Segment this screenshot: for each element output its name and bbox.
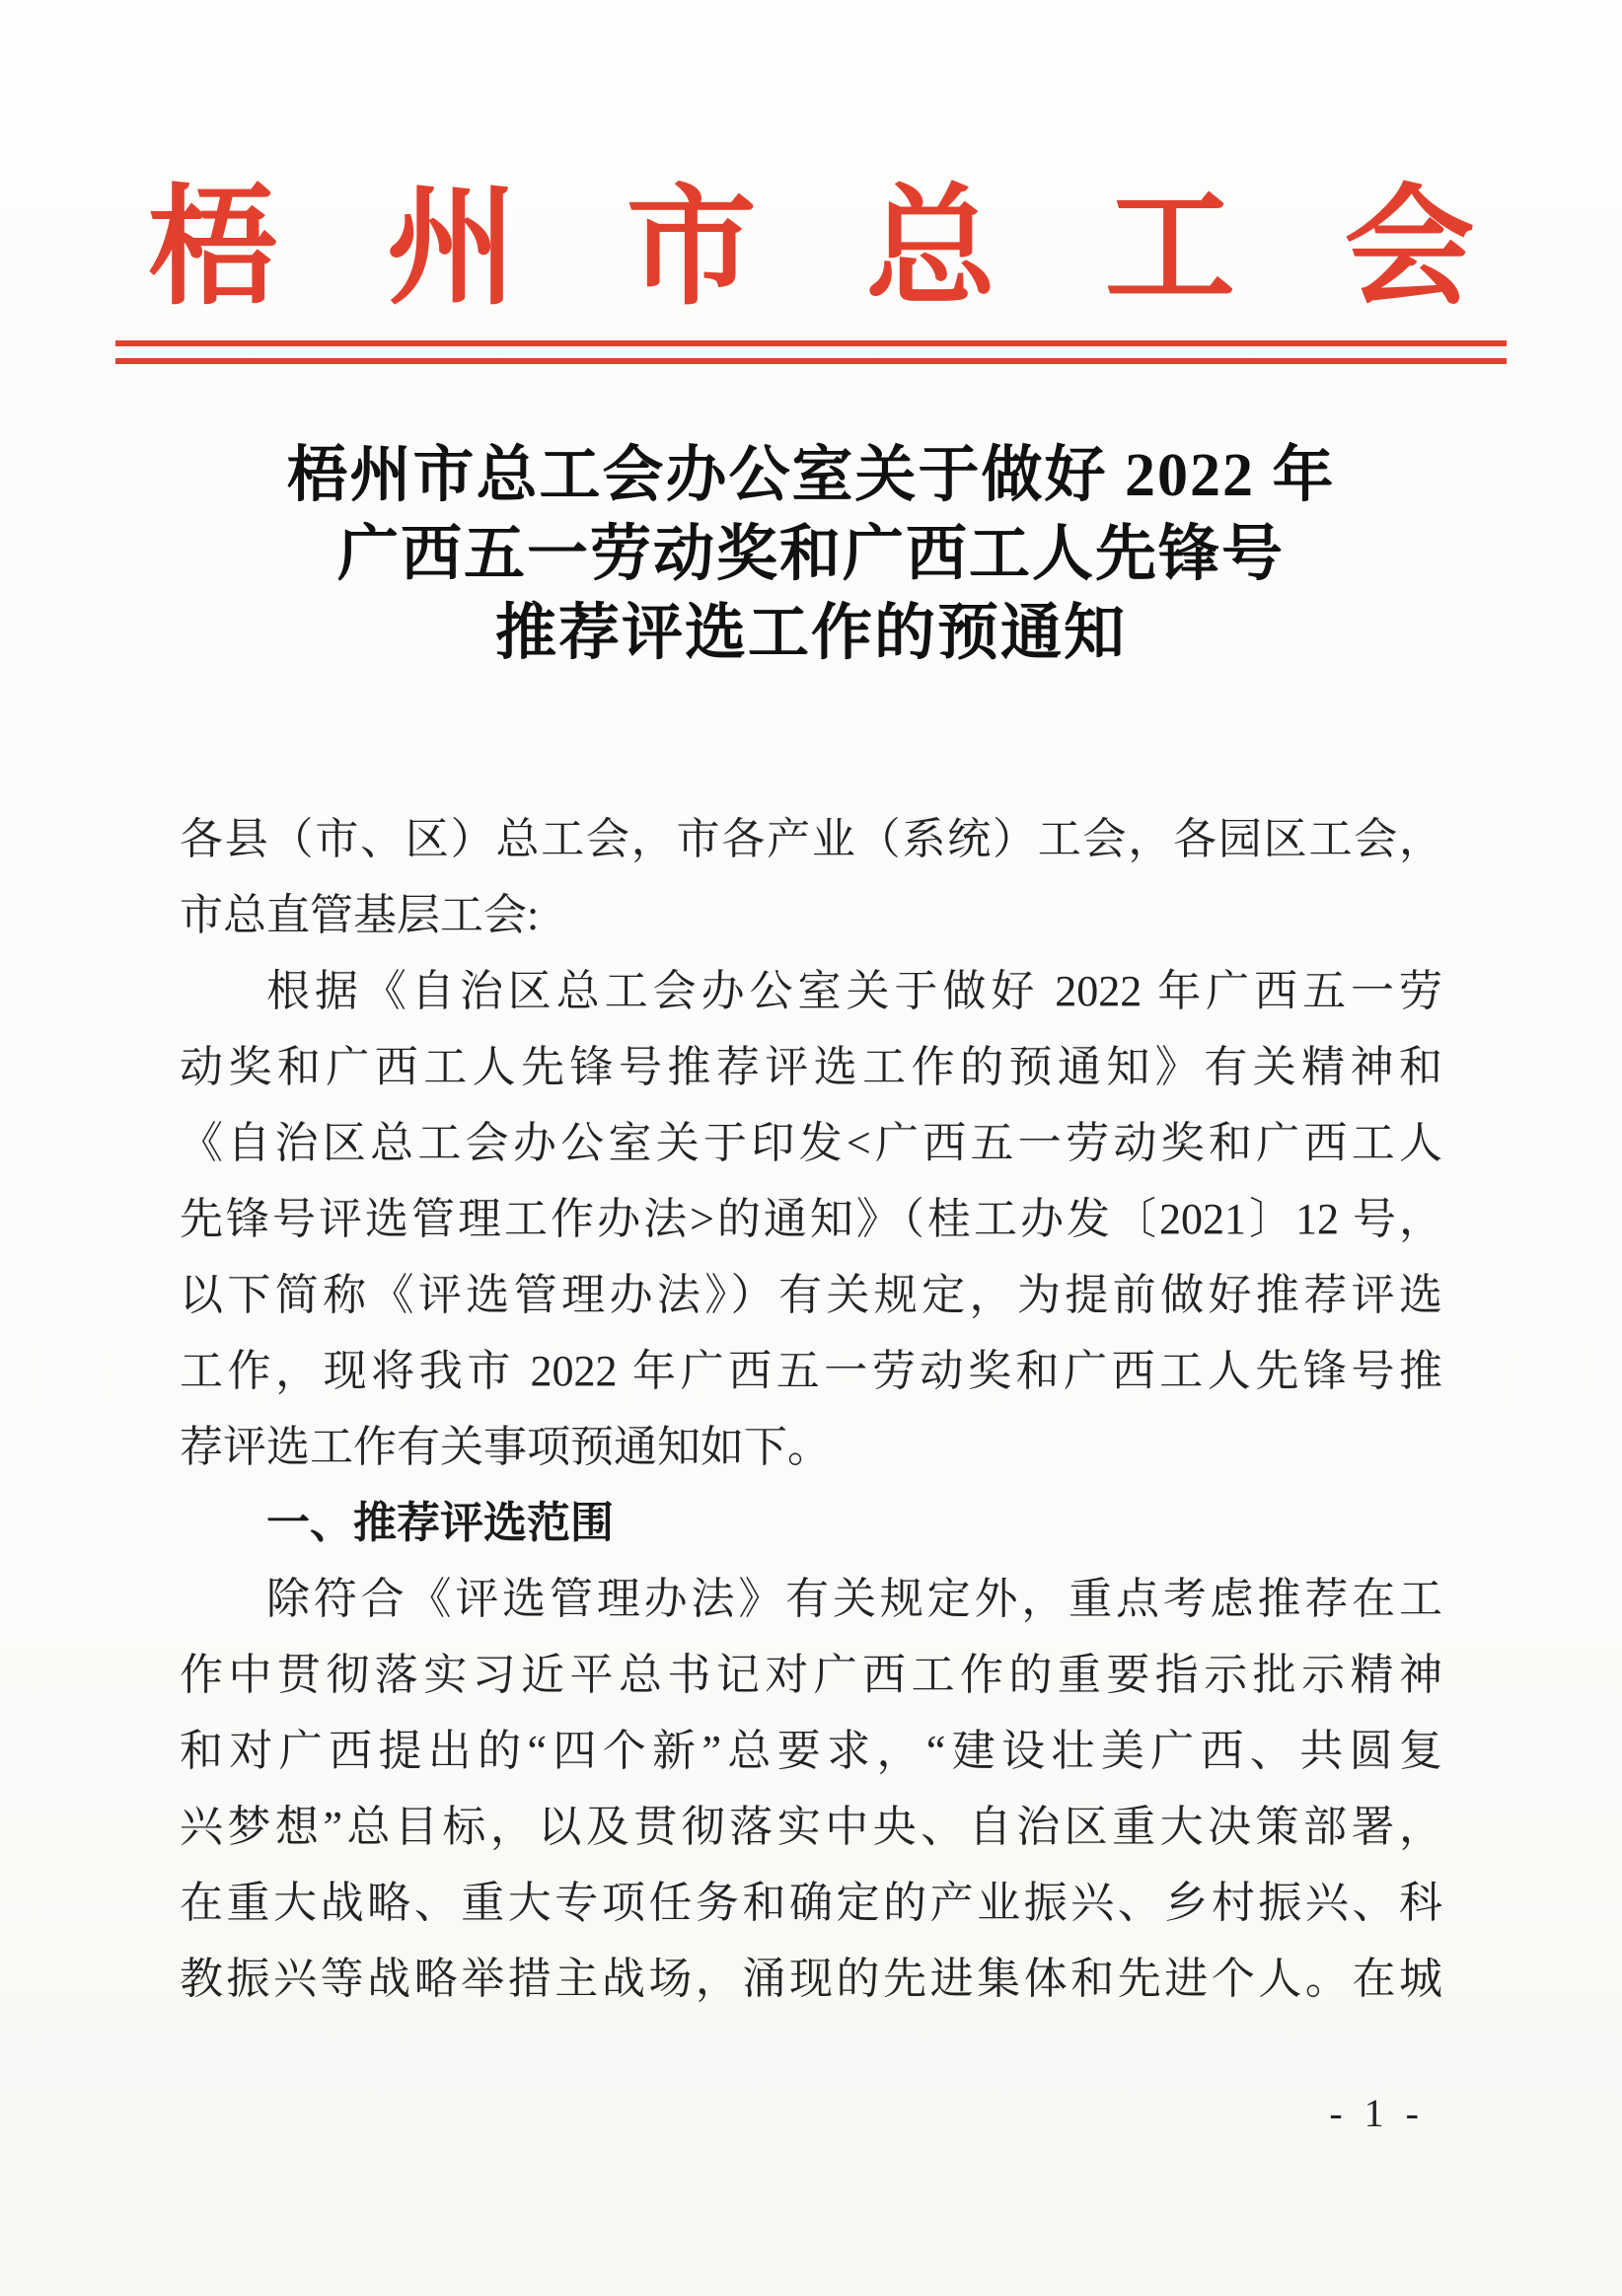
body-line: 工作，现将我市 2022 年广西五一劳动奖和广西工人先锋号推 [180,1347,1442,1395]
body-line: 除符合《评选管理办法》有关规定外，重点考虑推荐在工 [266,1575,1442,1623]
org-name-header: 梧州市总工会 [147,176,1475,321]
document-body [180,801,1442,2017]
body-line: 兴梦想”总目标，以及贯彻落实中央、自治区重大决策部署， [180,1803,1442,1851]
letterhead [0,0,1622,364]
body-line: 先锋号评选管理工作办法>的通知》（桂工办发〔2021〕12 号， [180,1195,1442,1243]
title-line: 推荐评选工作的预通知 [494,600,1127,667]
body-line: 根据《自治区总工会办公室关于做好 2022 年广西五一劳 [266,967,1442,1015]
page-number: - 1 - [1329,2091,1425,2135]
section-heading: 一、推荐评选范围 [266,1499,614,1547]
body-line-salutation: 各县（市、区）总工会，市各产业（系统）工会，各园区工会， [180,815,1442,863]
letterhead-rule-bottom [115,358,1507,364]
body-line: 以下简称《评选管理办法》）有关规定，为提前做好推荐评选 [180,1271,1442,1319]
body-line: 作中贯彻落实习近平总书记对广西工作的重要指示批示精神 [180,1651,1442,1699]
document-title [0,436,1622,673]
body-line: 和对广西提出的“四个新”总要求，“建设壮美广西、共圆复 [180,1727,1442,1775]
body-line: 在重大战略、重大专项任务和确定的产业振兴、乡村振兴、科 [180,1879,1442,1927]
letterhead-rule-top [115,340,1507,346]
body-line: 荐评选工作有关事项预通知如下。 [180,1423,831,1471]
body-line: 《自治区总工会办公室关于印发<广西五一劳动奖和广西工人 [180,1119,1442,1167]
title-line: 广西五一劳动奖和广西工人先锋号 [336,521,1285,588]
title-line: 梧州市总工会办公室关于做好 2022 年 [286,442,1336,509]
body-line-salutation: 市总直管基层工会: [180,891,540,939]
body-line: 教振兴等战略举措主战场，涌现的先进集体和先进个人。在城 [180,1955,1442,2003]
body-line: 动奖和广西工人先锋号推荐评选工作的预通知》有关精神和 [180,1043,1442,1091]
